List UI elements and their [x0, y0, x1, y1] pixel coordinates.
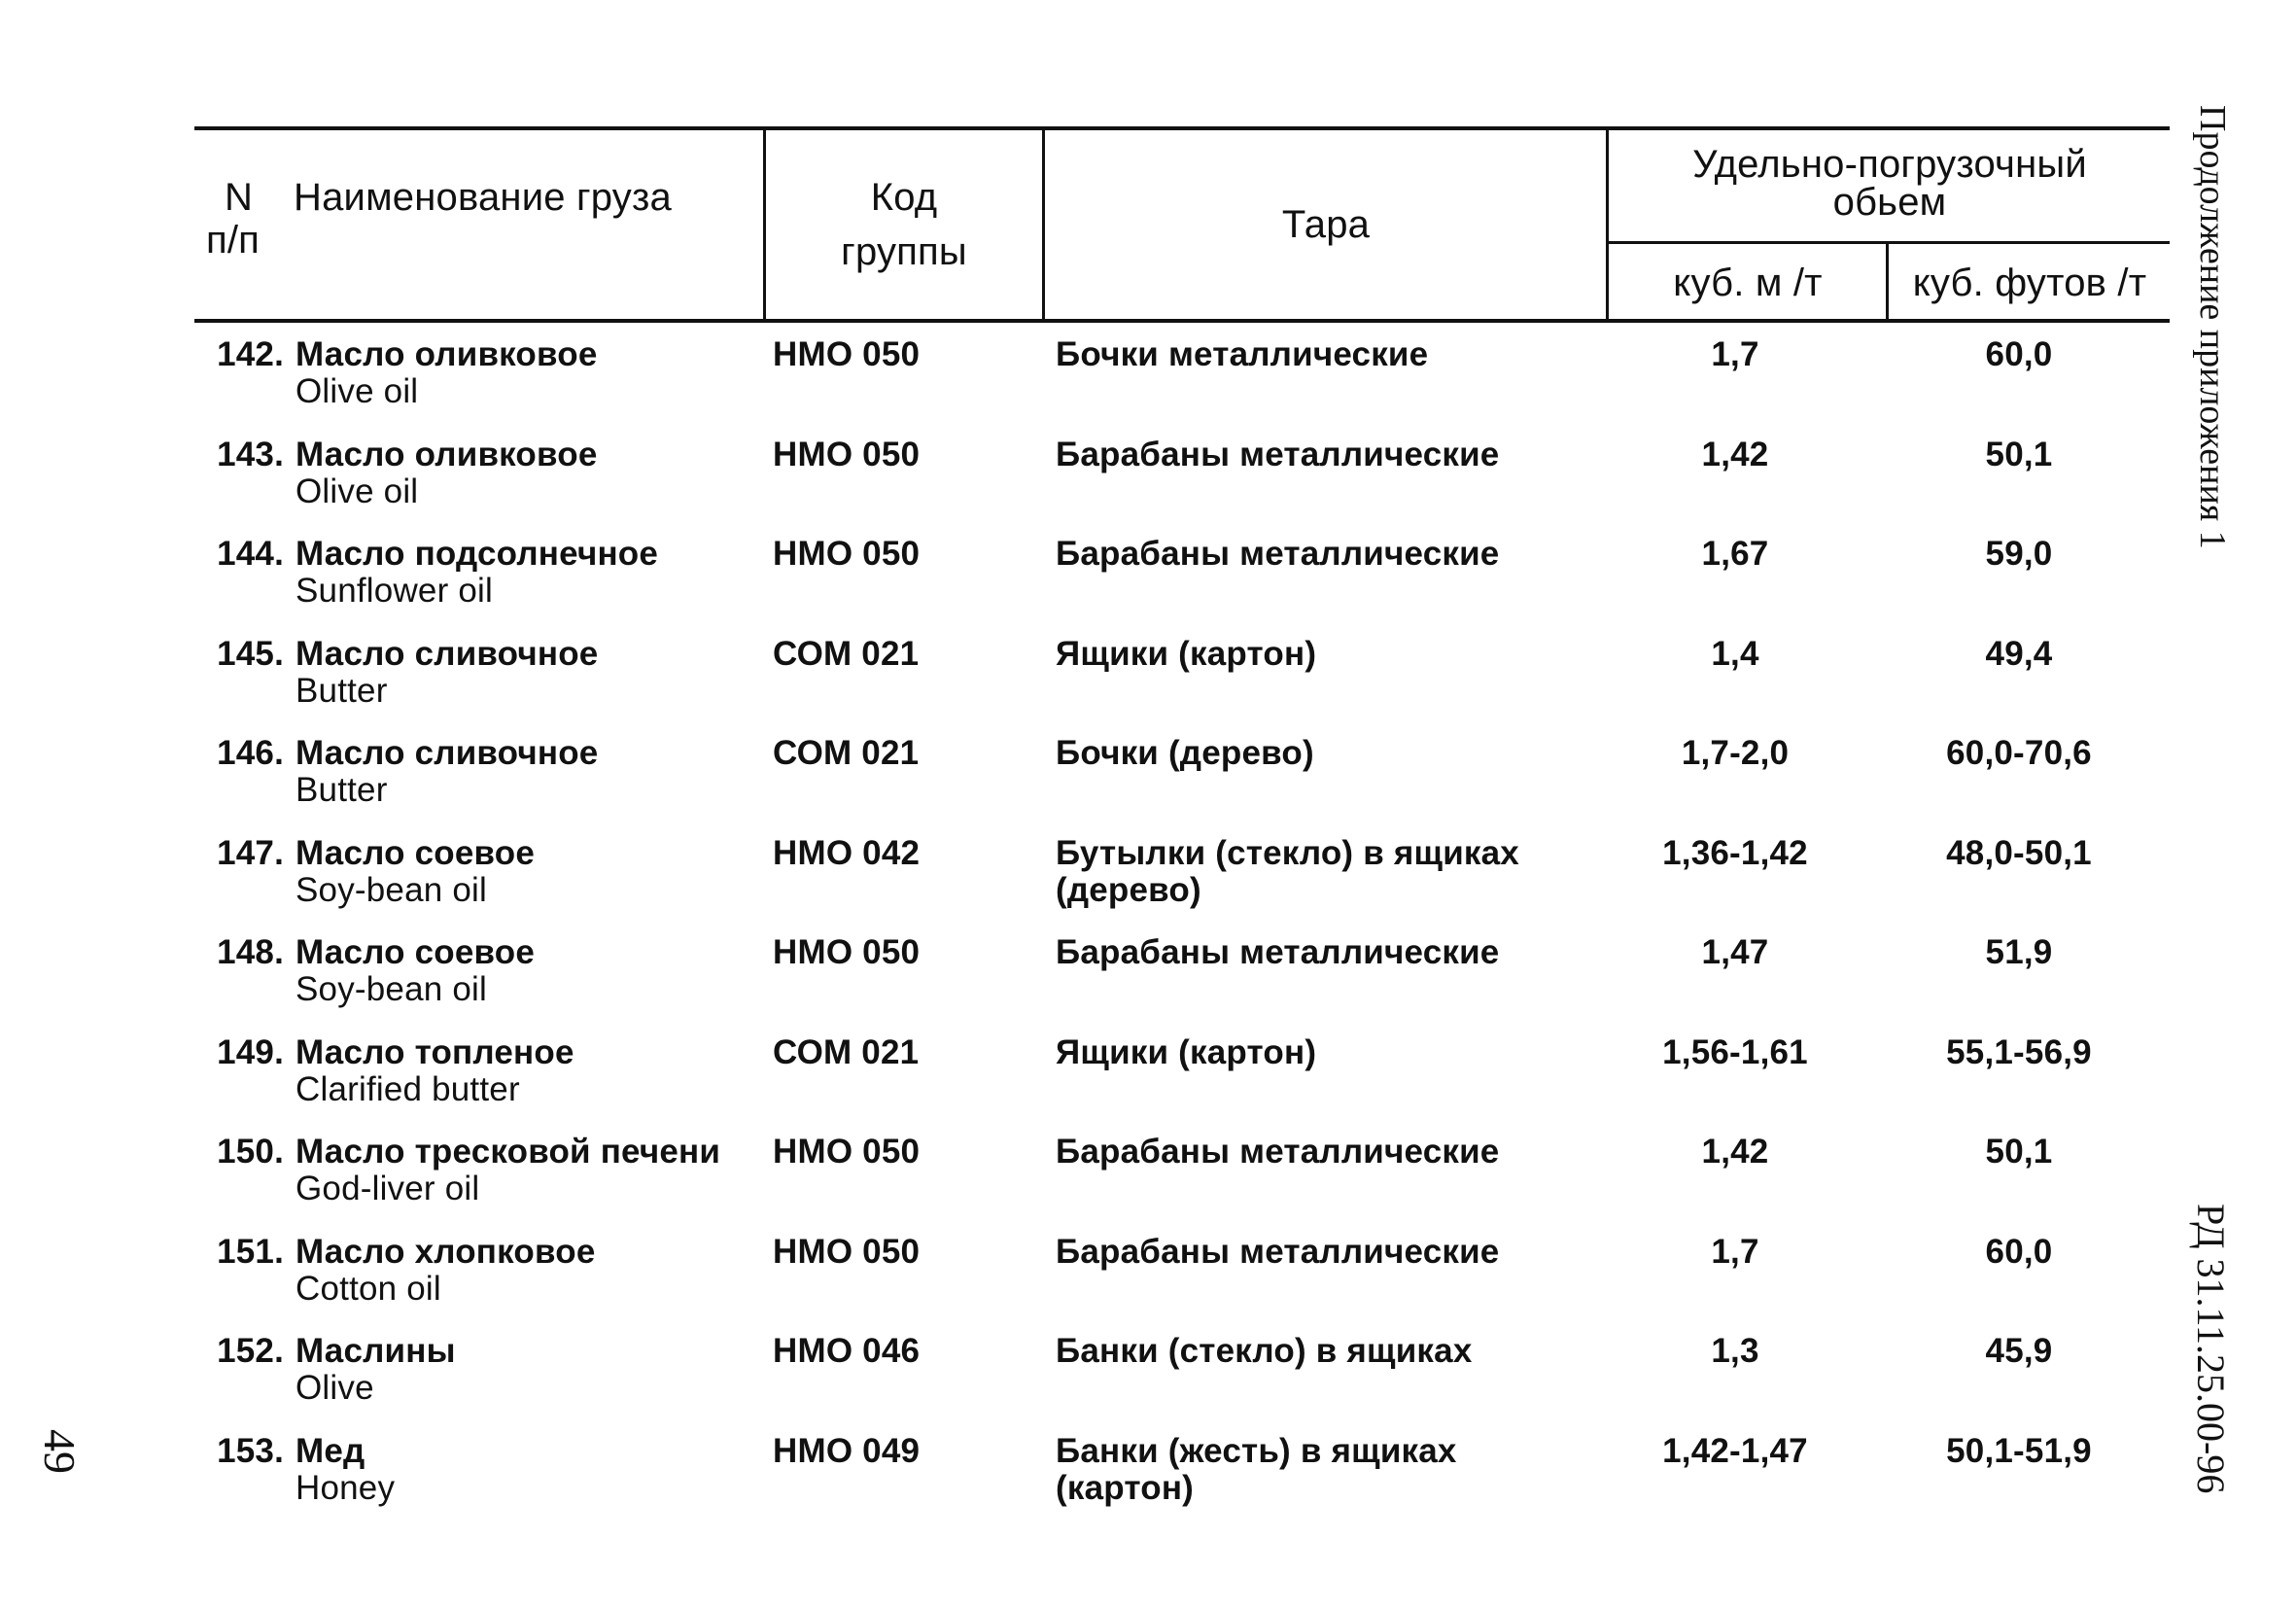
table-row [0, 1034, 2296, 1132]
packaging: Ящики (картон) [1056, 1032, 1317, 1071]
table-row [0, 336, 2296, 434]
volume-cubic-feet: 50,1 [1985, 435, 2053, 473]
table-top-rule [194, 126, 2170, 130]
row-number: 148. [217, 933, 284, 971]
group-code: НМО 050 [773, 335, 921, 373]
cargo-name-ru: Масло оливковое [296, 335, 598, 373]
cargo-name-en: Olive oil [296, 372, 419, 410]
row-number: 150. [217, 1133, 284, 1171]
cargo-name-en: Cotton oil [296, 1269, 441, 1308]
header-unit-ft: куб. футов /т [1912, 262, 2147, 304]
row-number: 145. [217, 634, 284, 673]
packaging: Барабаны металлические [1056, 933, 1500, 971]
row-number: 152. [217, 1332, 284, 1370]
table-row [0, 1333, 2296, 1430]
column-divider-units [1886, 243, 1889, 321]
row-number: 143. [217, 435, 284, 473]
packaging: Барабаны металлические [1056, 435, 1500, 473]
volume-cubic-feet: 50,1-51,9 [1946, 1431, 2092, 1470]
volume-cubic-meters: 1,4 [1711, 634, 1759, 673]
packaging: Бочки металлические [1056, 335, 1429, 373]
cargo-name-ru: Мед [296, 1431, 365, 1470]
table-row [0, 636, 2296, 733]
packaging-line2: (дерево) [1056, 870, 1201, 909]
cargo-name-ru: Масло тресковой печени [296, 1133, 721, 1171]
cargo-name-en: Olive [296, 1369, 374, 1407]
packaging: Барабаны металлические [1056, 535, 1500, 573]
table-row [0, 536, 2296, 633]
cargo-name-ru: Масло оливковое [296, 435, 598, 473]
column-divider-code-pack [1042, 128, 1045, 321]
volume-cubic-feet: 60,0-70,6 [1946, 734, 2092, 772]
packaging: Бочки (дерево) [1056, 734, 1314, 772]
cargo-name-ru: Маслины [296, 1332, 456, 1370]
volume-cubic-meters: 1,7-2,0 [1681, 734, 1790, 772]
cargo-name-ru: Масло сливочное [296, 634, 599, 673]
cargo-name-ru: Масло подсолнечное [296, 535, 659, 573]
packaging: Барабаны металлические [1056, 1232, 1500, 1271]
row-number: 151. [217, 1232, 284, 1271]
volume-cubic-meters: 1,42 [1701, 1133, 1769, 1171]
header-code [768, 177, 1040, 273]
volume-cubic-meters: 1,56-1,61 [1662, 1032, 1808, 1071]
packaging: Ящики (картон) [1056, 634, 1317, 673]
table-row [0, 934, 2296, 1031]
volume-cubic-meters: 1,7 [1711, 335, 1759, 373]
packaging: Бутылки (стекло) в ящиках [1056, 833, 1519, 872]
cargo-name-en: Soy-bean oil [296, 970, 487, 1008]
group-code: СОМ 021 [773, 634, 920, 673]
volume-cubic-feet: 60,0 [1985, 1232, 2053, 1271]
document-code: РД 31.11.25.00-96 [2189, 1204, 2233, 1494]
volume-cubic-meters: 1,36-1,42 [1662, 833, 1808, 872]
table-row [0, 1433, 2296, 1530]
row-number: 142. [217, 335, 284, 373]
group-code: СОМ 021 [773, 1032, 920, 1071]
cargo-name-ru: Масло соевое [296, 933, 535, 971]
cargo-name-en: Honey [296, 1468, 396, 1507]
volume-cubic-meters: 1,67 [1701, 535, 1769, 573]
cargo-name-ru: Масло сливочное [296, 734, 599, 772]
continuation-label: Продолжение приложения 1 [2192, 105, 2233, 549]
group-code: НМО 050 [773, 1232, 921, 1271]
group-code: НМО 049 [773, 1431, 921, 1470]
volume-cubic-feet: 51,9 [1985, 933, 2053, 971]
volume-cubic-meters: 1,3 [1711, 1332, 1759, 1370]
table-row [0, 1234, 2296, 1331]
volume-cubic-meters: 1,42 [1701, 435, 1769, 473]
cargo-name-en: Sunflower oil [296, 572, 493, 610]
volume-cubic-feet: 55,1-56,9 [1946, 1032, 2092, 1071]
header-num-n: N [225, 176, 254, 219]
table-row [0, 835, 2296, 932]
volume-cubic-feet: 48,0-50,1 [1946, 833, 2092, 872]
cargo-name-ru: Масло соевое [296, 833, 535, 872]
header-volume [1610, 144, 2170, 224]
cargo-name-en: Butter [296, 771, 388, 809]
row-number: 146. [217, 734, 284, 772]
volume-cubic-feet: 59,0 [1985, 535, 2053, 573]
volume-subheader-rule [1609, 241, 2170, 244]
column-divider-pack-volume [1606, 128, 1609, 321]
group-code: НМО 050 [773, 435, 921, 473]
row-number: 149. [217, 1032, 284, 1071]
cargo-name-ru: Масло хлопковое [296, 1232, 596, 1271]
cargo-name-en: Olive oil [296, 472, 419, 510]
packaging: Банки (стекло) в ящиках [1056, 1332, 1473, 1370]
packaging: Банки (жесть) в ящиках [1056, 1431, 1457, 1470]
cargo-name-en: God-liver oil [296, 1170, 480, 1207]
header-num-pp: п/п [206, 219, 261, 262]
group-code: НМО 050 [773, 1133, 921, 1171]
table-row [0, 735, 2296, 832]
group-code: НМО 050 [773, 535, 921, 573]
packaging-line2: (картон) [1056, 1468, 1195, 1507]
header-pack: Тара [1281, 203, 1371, 246]
volume-cubic-feet: 45,9 [1985, 1332, 2053, 1370]
table-row [0, 437, 2296, 534]
group-code: НМО 050 [773, 933, 921, 971]
header-code-line1: Код [870, 176, 938, 219]
volume-cubic-meters: 1,47 [1701, 933, 1769, 971]
header-code-line2: группы [841, 230, 967, 273]
volume-cubic-feet: 49,4 [1985, 634, 2053, 673]
header-unit-m: куб. м /т [1673, 262, 1823, 304]
row-number: 153. [217, 1431, 284, 1470]
cargo-name-en: Soy-bean oil [296, 870, 487, 909]
table-row [0, 1134, 2296, 1231]
group-code: НМО 042 [773, 833, 921, 872]
row-number: 144. [217, 535, 284, 573]
header-volume-line2: обьем [1832, 181, 1947, 224]
group-code: НМО 046 [773, 1332, 921, 1370]
volume-cubic-feet: 50,1 [1985, 1133, 2053, 1171]
header-name: Наименование груза [294, 176, 672, 219]
cargo-name-ru: Масло топленое [296, 1032, 574, 1071]
cargo-name-en: Butter [296, 671, 388, 710]
volume-cubic-feet: 60,0 [1985, 335, 2053, 373]
volume-cubic-meters: 1,42-1,47 [1662, 1431, 1808, 1470]
column-divider-name-code [763, 128, 766, 321]
packaging: Барабаны металлические [1056, 1133, 1500, 1171]
header-bottom-rule [194, 319, 2170, 323]
cargo-name-en: Clarified butter [296, 1069, 520, 1108]
volume-cubic-meters: 1,7 [1711, 1232, 1759, 1271]
page-number: 49 [35, 1429, 85, 1474]
header-volume-line1: Удельно-погрузочный [1692, 143, 2087, 186]
group-code: СОМ 021 [773, 734, 920, 772]
row-number: 147. [217, 833, 284, 872]
